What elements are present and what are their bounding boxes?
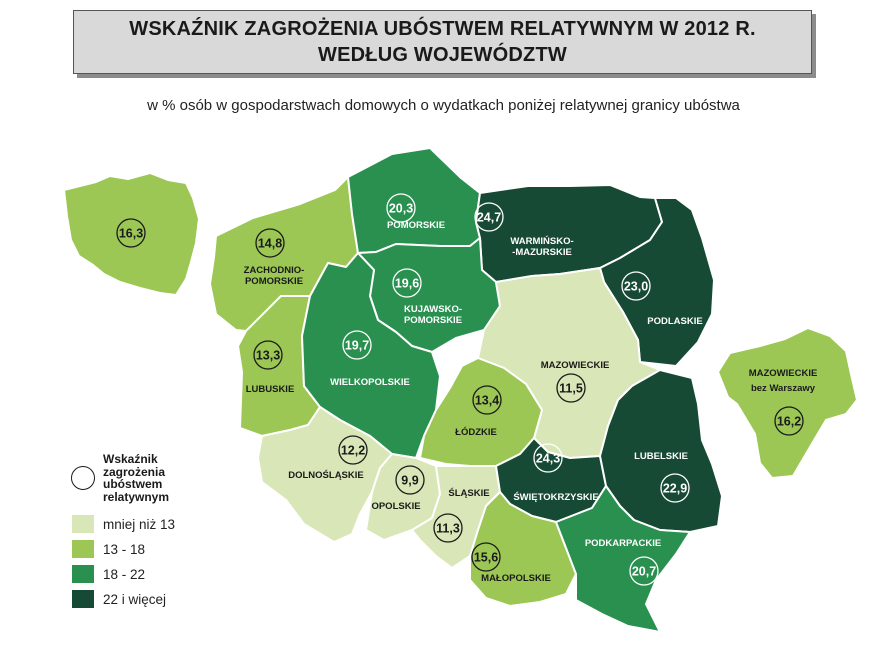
region-malopolskie-label: MAŁOPOLSKIE	[481, 573, 551, 584]
region-lodzkie-value: 13,4	[474, 393, 500, 408]
legend-label: 22 i więcej	[103, 591, 167, 607]
poland-inset-value: 16,3	[118, 226, 144, 241]
region-warminsko-mazurskie-label: -MAZURSKIE	[512, 247, 572, 258]
legend-title	[103, 453, 213, 503]
legend-title-line: Wskaźnik	[103, 452, 158, 466]
region-podkarpackie-label: PODKARPACKIE	[584, 538, 662, 549]
legend-swatch	[71, 514, 95, 534]
region-lubuskie-label: LUBUSKIE	[245, 384, 295, 395]
region-warminsko-mazurskie-value: 24,7	[476, 210, 502, 225]
legend-item	[71, 539, 145, 559]
region-mazowieckie-value: 11,5	[559, 381, 583, 396]
mazowieckie-inset-value: 16,2	[776, 414, 802, 429]
region-dolnoslaskie-value: 12,2	[340, 443, 366, 458]
legend-swatch	[71, 539, 95, 559]
mazowieckie-inset-label: MAZOWIECKIE	[748, 368, 818, 379]
region-opolskie-value: 9,9	[401, 473, 419, 488]
legend-swatch	[71, 589, 95, 609]
region-swietokrzyskie-label: ŚWIĘTOKRZYSKIE	[513, 492, 599, 503]
mazowieckie-inset-sub-label: bez Warszawy	[750, 383, 816, 394]
legend-item	[71, 564, 145, 584]
region-kujawsko-pomorskie-label: POMORSKIE	[403, 315, 463, 326]
legend-item	[71, 514, 175, 534]
legend-circle-marker	[71, 466, 95, 490]
region-opolskie-label: OPOLSKIE	[371, 501, 421, 512]
legend-label: 18 - 22	[103, 566, 146, 582]
region-malopolskie-value: 15,6	[473, 550, 499, 565]
legend-title-line: zagrożenia	[103, 464, 166, 479]
region-pomorskie-label: POMORSKIE	[386, 220, 446, 231]
region-podlaskie-label: PODLASKIE	[647, 316, 703, 327]
region-pomorskie-value: 20,3	[388, 201, 414, 216]
subtitle: w % osób w gospodarstwach domowych o wydatkach poniżej relatywnej granicy ubóstwa	[147, 97, 740, 114]
legend-label: mniej niż 13	[103, 516, 176, 532]
title-line-2: WEDŁUG WOJEWÓDZTW	[318, 44, 567, 66]
region-wielkopolskie-label: WIELKOPOLSKIE	[330, 377, 410, 388]
region-dolnoslaskie-label: DOLNOŚLĄSKIE	[288, 470, 364, 481]
legend-label: 13 - 18	[103, 541, 146, 557]
legend-swatch	[71, 564, 95, 584]
mazowieckie-inset-shape	[718, 328, 857, 478]
region-slaskie-label: ŚLĄSKIE	[448, 488, 490, 499]
region-zachodniopomorskie-value: 14,8	[257, 236, 283, 251]
legend-title-line: ubóstwem	[103, 477, 163, 491]
region-lubelskie-value: 22,9	[662, 481, 688, 496]
region-slaskie-value: 11,3	[436, 521, 460, 536]
region-lubelskie-label: LUBELSKIE	[634, 451, 688, 462]
region-podlaskie-value: 23,0	[623, 279, 649, 294]
region-swietokrzyskie-value: 24,3	[535, 451, 561, 466]
region-lubuskie-value: 13,3	[255, 348, 281, 363]
region-kujawsko-pomorskie-label: KUJAWSKO-	[403, 304, 463, 315]
title-line-1: WSKAŹNIK ZAGROŻENIA UBÓSTWEM RELATYWNYM W 2012 R.	[129, 18, 756, 40]
legend-title-line: relatywnym	[103, 489, 170, 504]
region-zachodniopomorskie-label: POMORSKIE	[244, 276, 304, 287]
region-kujawsko-pomorskie-value: 19,6	[394, 276, 420, 291]
region-warminsko-mazurskie-label: WARMIŃSKO-	[510, 236, 574, 247]
region-mazowieckie-label: MAZOWIECKIE	[540, 360, 610, 371]
region-lodzkie-label: ŁÓDZKIE	[455, 427, 497, 438]
region-podkarpackie-value: 20,7	[631, 564, 657, 579]
region-wielkopolskie-value: 19,7	[344, 338, 370, 353]
region-pomorskie	[348, 148, 480, 253]
legend-item	[71, 589, 166, 609]
region-zachodniopomorskie-label: ZACHODNIO-	[243, 265, 305, 276]
